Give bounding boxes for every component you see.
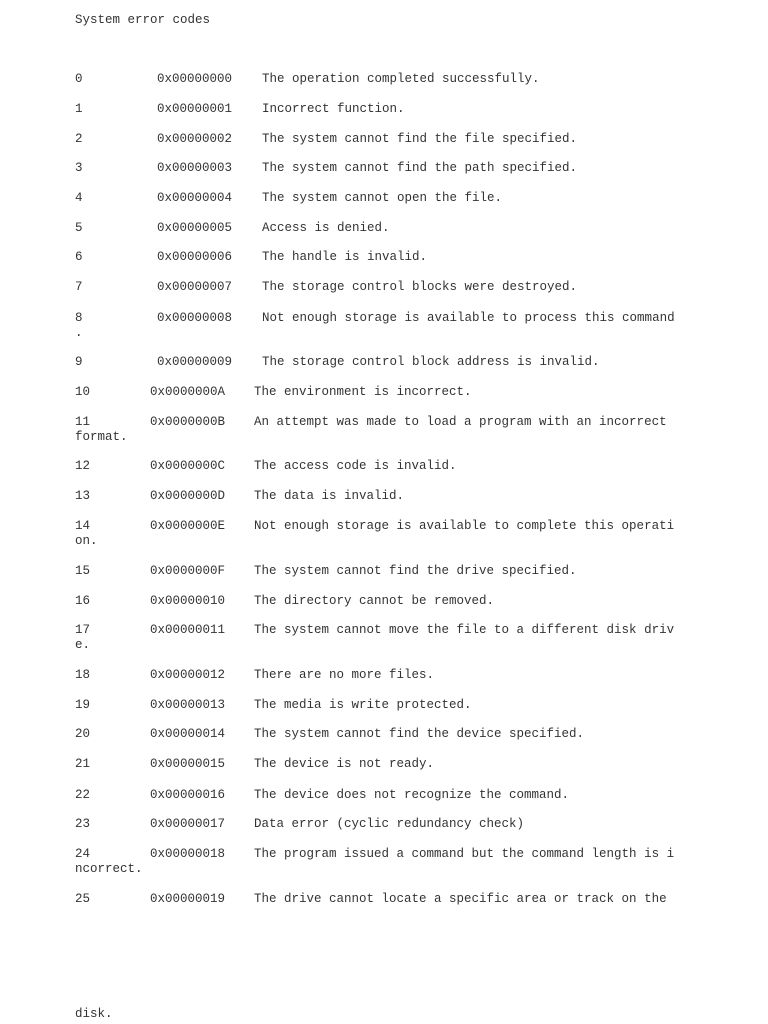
error-code-number: 5 <box>75 221 83 235</box>
error-code-number: 3 <box>75 161 83 175</box>
error-code-description: The system cannot find the drive specified. <box>254 564 577 578</box>
error-code-hex: 0x0000000F <box>150 564 226 578</box>
error-code-description: The access code is invalid. <box>254 459 457 473</box>
error-code-description: The system cannot find the path specified. <box>262 161 578 175</box>
error-code-description: The data is invalid. <box>254 489 405 503</box>
error-code-hex: 0x00000003 <box>157 161 233 175</box>
error-code-hex: 0x0000000A <box>150 385 226 399</box>
error-code-hex: 0x0000000E <box>150 519 226 533</box>
error-code-hex: 0x00000000 <box>157 72 233 86</box>
error-code-hex: 0x0000000D <box>150 489 226 503</box>
error-code-description-wrap: ncorrect. <box>75 862 143 876</box>
error-code-number: 7 <box>75 280 83 294</box>
document-title: System error codes <box>75 13 211 27</box>
error-code-number: 0 <box>75 72 83 86</box>
error-code-description: The system cannot move the file to a different disk driv <box>254 623 675 637</box>
error-code-description-wrap: format. <box>75 430 128 444</box>
error-code-description: The operation completed successfully. <box>262 72 540 86</box>
trailing-text: disk. <box>75 1007 113 1021</box>
error-code-number: 17 <box>75 623 91 637</box>
error-code-hex: 0x00000011 <box>150 623 226 637</box>
error-code-hex: 0x00000012 <box>150 668 226 682</box>
error-code-description: There are no more files. <box>254 668 435 682</box>
error-code-hex: 0x00000015 <box>150 757 226 771</box>
error-code-number: 21 <box>75 757 91 771</box>
error-code-hex: 0x00000010 <box>150 594 226 608</box>
error-code-description: The device does not recognize the command. <box>254 788 570 802</box>
error-code-description: The system cannot open the file. <box>262 191 503 205</box>
error-code-hex: 0x00000007 <box>157 280 233 294</box>
error-code-number: 19 <box>75 698 91 712</box>
error-code-hex: 0x00000008 <box>157 311 233 325</box>
error-code-description: Access is denied. <box>262 221 390 235</box>
error-code-number: 9 <box>75 355 83 369</box>
error-code-number: 22 <box>75 788 91 802</box>
error-code-description: The drive cannot locate a specific area or track on the <box>254 892 667 906</box>
error-code-description: An attempt was made to load a program with an incorrect <box>254 415 667 429</box>
error-code-number: 20 <box>75 727 91 741</box>
error-code-hex: 0x00000018 <box>150 847 226 861</box>
error-code-description: Data error (cyclic redundancy check) <box>254 817 525 831</box>
error-code-description: The device is not ready. <box>254 757 435 771</box>
error-code-number: 2 <box>75 132 83 146</box>
error-code-description: Incorrect function. <box>262 102 405 116</box>
error-code-number: 18 <box>75 668 91 682</box>
error-code-hex: 0x00000014 <box>150 727 226 741</box>
error-code-hex: 0x00000005 <box>157 221 233 235</box>
error-code-description: Not enough storage is available to process this command <box>262 311 675 325</box>
error-code-hex: 0x0000000C <box>150 459 226 473</box>
error-code-description: Not enough storage is available to complete this operati <box>254 519 675 533</box>
error-code-description-wrap: . <box>75 326 83 340</box>
error-code-hex: 0x00000009 <box>157 355 233 369</box>
error-code-number: 13 <box>75 489 91 503</box>
error-code-number: 8 <box>75 311 83 325</box>
error-code-hex: 0x0000000B <box>150 415 226 429</box>
error-code-hex: 0x00000001 <box>157 102 233 116</box>
error-code-description: The storage control block address is invalid. <box>262 355 600 369</box>
error-code-description: The system cannot find the device specified. <box>254 727 585 741</box>
error-code-description-wrap: e. <box>75 638 91 652</box>
error-code-number: 24 <box>75 847 91 861</box>
error-code-hex: 0x00000004 <box>157 191 233 205</box>
error-code-description: The program issued a command but the command length is i <box>254 847 675 861</box>
error-code-number: 15 <box>75 564 91 578</box>
error-code-description-wrap: on. <box>75 534 98 548</box>
error-code-hex: 0x00000013 <box>150 698 226 712</box>
error-code-description: The storage control blocks were destroyed. <box>262 280 578 294</box>
error-code-description: The environment is incorrect. <box>254 385 472 399</box>
error-code-number: 14 <box>75 519 91 533</box>
error-code-hex: 0x00000002 <box>157 132 233 146</box>
error-code-description: The media is write protected. <box>254 698 472 712</box>
error-code-number: 23 <box>75 817 91 831</box>
error-code-hex: 0x00000017 <box>150 817 226 831</box>
error-code-number: 6 <box>75 250 83 264</box>
error-code-description: The system cannot find the file specified. <box>262 132 578 146</box>
error-code-number: 10 <box>75 385 91 399</box>
error-code-hex: 0x00000019 <box>150 892 226 906</box>
error-code-number: 11 <box>75 415 91 429</box>
error-code-description: The directory cannot be removed. <box>254 594 495 608</box>
error-code-hex: 0x00000006 <box>157 250 233 264</box>
error-code-description: The handle is invalid. <box>262 250 428 264</box>
error-code-hex: 0x00000016 <box>150 788 226 802</box>
error-code-number: 1 <box>75 102 83 116</box>
error-code-number: 12 <box>75 459 91 473</box>
error-code-number: 25 <box>75 892 91 906</box>
error-code-number: 16 <box>75 594 91 608</box>
error-code-number: 4 <box>75 191 83 205</box>
